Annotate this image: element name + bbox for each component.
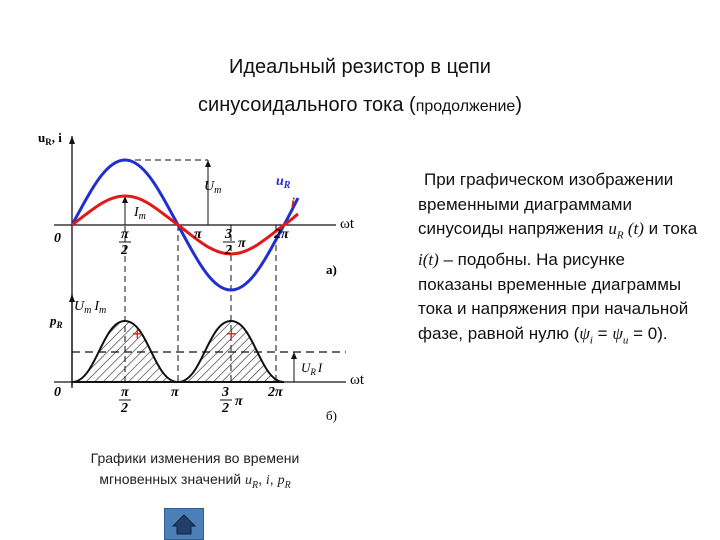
title-close-paren: ) (515, 94, 522, 116)
caption-line-2: мгновенных значений $u_R$, i, $p_R$ (99, 471, 291, 491)
desc-i-t: i(t) (418, 250, 439, 270)
label-uR-curve: $u_R$ (276, 174, 291, 191)
tick-pi-half-num: π (121, 227, 129, 242)
label-pR: $p_R$ (50, 313, 63, 330)
bottom-plot (49, 294, 365, 423)
top-tick-labels (119, 227, 289, 258)
btick-pi-half-den: 2 (121, 401, 128, 416)
desc-uR: $u_R$ (t) (608, 219, 644, 242)
desc-tail: = 0). (628, 323, 668, 343)
slide-title (150, 48, 570, 126)
desc-part-1: При графическом изображении временными диаграммами синусоиды напряжения (418, 170, 674, 239)
bottom-tick-labels (119, 385, 283, 416)
label-wt-top: ωt (340, 216, 355, 232)
tick-3pi-half-den: 2 (225, 243, 232, 258)
label-wt-bottom: ωt (350, 372, 365, 388)
description-text (418, 168, 703, 353)
btick-pi-half-num: π (121, 385, 129, 400)
desc-part-2: и тока (643, 219, 698, 239)
tick-2pi: 2π (274, 227, 289, 242)
top-y-axis-arrow (69, 136, 75, 144)
btick-3pi-half-pi: π (235, 394, 243, 409)
desc-eq: = (592, 323, 613, 343)
plus-sign-1: + (132, 324, 143, 344)
label-b: б) (326, 408, 337, 423)
title-line-2-text: синусоидального тока ( (198, 94, 416, 116)
desc-psi-i: $\psi_i$ (579, 323, 593, 347)
waveform-figure (36, 126, 416, 436)
label-Im: $I_m$ (134, 205, 146, 222)
desc-part-3: – подобны. На рисунке показаны временные диаграммы тока и напряжения при начальной фазе, равной нулю ( (418, 250, 689, 343)
desc-psi-u: $\psi_u$ (612, 323, 629, 347)
waveform-diagram (36, 126, 416, 436)
home-button[interactable] (164, 508, 204, 540)
label-zero-top: 0 (54, 231, 61, 246)
btick-3pi-half-den: 2 (222, 401, 229, 416)
tick-3pi-half-num: 3 (225, 227, 232, 242)
label-zero-bottom: 0 (54, 385, 61, 400)
title-continuation: продолжение (415, 98, 516, 115)
top-plot (38, 130, 355, 386)
tick-3pi-half-pi: π (238, 236, 246, 251)
plus-sign-2: + (226, 324, 237, 344)
btick-3pi-half-num: 3 (222, 385, 229, 400)
description-paragraph (418, 168, 703, 353)
label-i-curve: i (291, 196, 295, 211)
label-a: а) (326, 262, 337, 277)
ui-dimension-arrow (291, 352, 297, 359)
tick-pi-half-den: 2 (121, 243, 128, 258)
tick-pi: π (194, 227, 202, 242)
caption-line-1: Графики изменения во времени (90, 450, 300, 466)
title-line-2 (150, 86, 570, 126)
figure-caption (40, 448, 350, 496)
label-uR-i: $u_R$, i (38, 130, 62, 147)
title-line-1: Идеальный резистор в цепи (229, 56, 491, 78)
btick-pi: π (171, 385, 179, 400)
label-UI: $U_R$ I (301, 360, 323, 377)
um-dimension-arrow (205, 160, 211, 167)
btick-2pi: 2π (268, 385, 283, 400)
label-UmIm: $U_m$ $I_m$ (74, 299, 107, 316)
label-Um: $U_m$ (204, 179, 222, 196)
home-icon (165, 509, 203, 539)
